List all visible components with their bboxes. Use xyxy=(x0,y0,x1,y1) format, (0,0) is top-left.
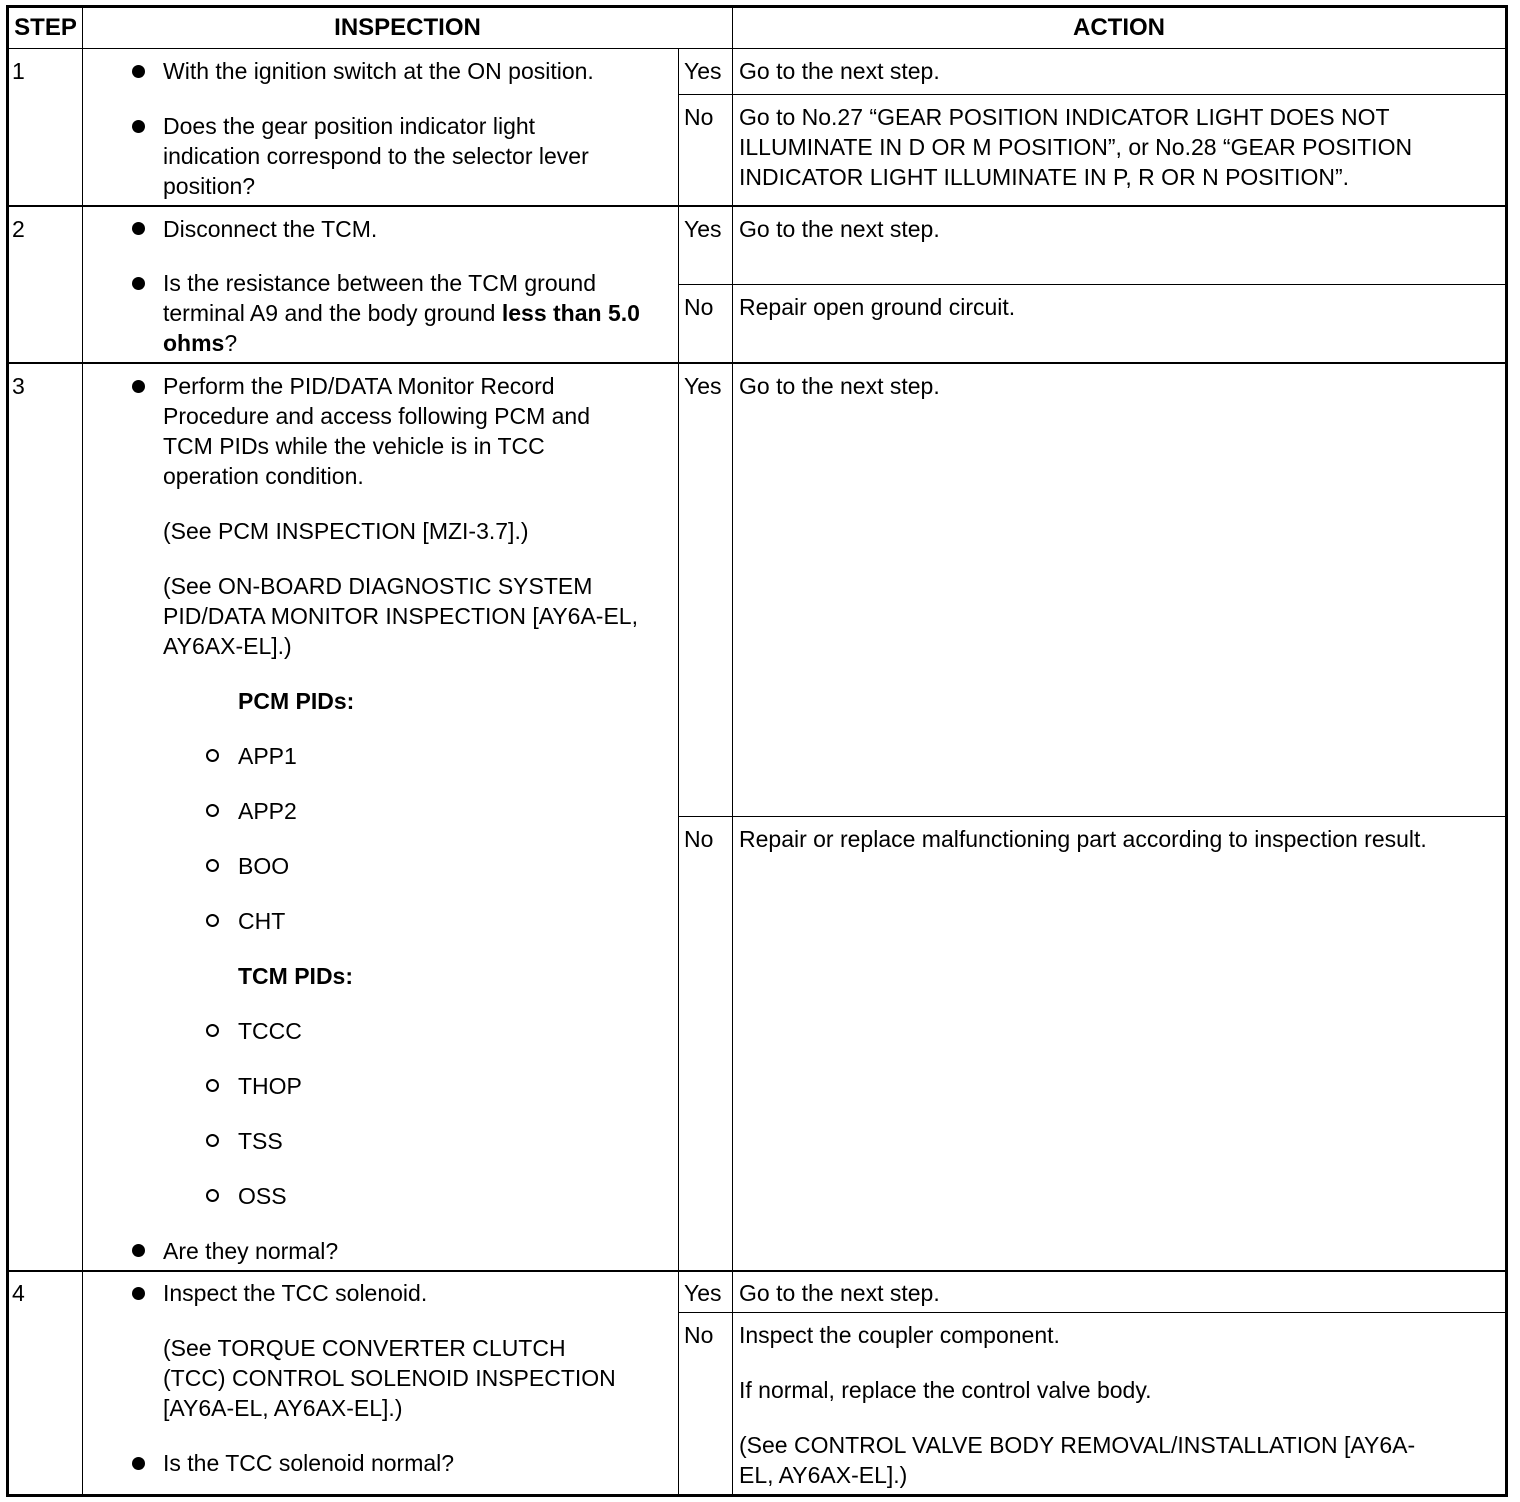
inspection-text: Is the TCC solenoid normal? xyxy=(163,1450,455,1476)
header-inspection: INSPECTION xyxy=(334,14,481,41)
sub-bullet-icon xyxy=(206,1189,219,1202)
yes-action: Go to the next step. xyxy=(739,58,940,84)
sub-bullet-icon xyxy=(206,1134,219,1147)
table-border-left xyxy=(6,5,9,1497)
no-action: Inspect the coupler component. xyxy=(739,1322,1060,1348)
row-divider-3 xyxy=(6,1270,1508,1272)
table-border-right xyxy=(1505,5,1508,1497)
pid-item: OSS xyxy=(238,1183,287,1209)
yes-label: Yes xyxy=(684,373,722,399)
step-number: 2 xyxy=(12,216,25,242)
inspection-text: Are they normal? xyxy=(163,1238,339,1264)
question-mark: ? xyxy=(224,330,238,356)
row-divider-1-yesno xyxy=(678,94,1508,95)
inspection-text: Perform the PID/DATA Monitor Record Procedure and access following PCM and TCM PIDs while the vehicle is in TCC operation condition. xyxy=(163,373,591,489)
inspection-text: Inspect the TCC solenoid. xyxy=(163,1280,428,1306)
inspection-text xyxy=(163,268,653,358)
bullet-icon xyxy=(132,120,145,133)
row-divider-3-yesno xyxy=(678,816,1508,817)
header-step: STEP xyxy=(14,14,77,41)
tcm-pids-title: TCM PIDs: xyxy=(238,963,353,989)
row-divider-4-yesno xyxy=(678,1312,1508,1313)
yes-label: Yes xyxy=(684,216,722,242)
sub-bullet-icon xyxy=(206,749,219,762)
pid-item: BOO xyxy=(238,853,290,879)
step-number: 3 xyxy=(12,373,25,399)
pid-item: APP1 xyxy=(238,743,297,769)
pid-item: THOP xyxy=(238,1073,302,1099)
bullet-icon xyxy=(132,1457,145,1470)
table-border-top xyxy=(6,5,1508,8)
bullet-icon xyxy=(132,1244,145,1257)
row-divider-1 xyxy=(6,205,1508,207)
inspection-text: Does the gear position indicator light indication correspond to the selector lever position? xyxy=(163,113,589,199)
no-label: No xyxy=(684,826,714,852)
row-divider-header xyxy=(6,48,1508,49)
bullet-icon xyxy=(132,277,145,290)
bullet-icon xyxy=(132,65,145,78)
sub-bullet-icon xyxy=(206,1079,219,1092)
no-label: No xyxy=(684,104,714,130)
yes-action: Go to the next step. xyxy=(739,1280,940,1306)
sub-bullet-icon xyxy=(206,804,219,817)
no-label: No xyxy=(684,294,714,320)
pid-item: TCCC xyxy=(238,1018,302,1044)
yes-action: Go to the next step. xyxy=(739,216,940,242)
no-action: Repair or replace malfunctioning part according to inspection result. xyxy=(739,826,1427,852)
sub-bullet-icon xyxy=(206,1024,219,1037)
no-action: If normal, replace the control valve body. xyxy=(739,1377,1152,1403)
reference-text: (See ON-BOARD DIAGNOSTIC SYSTEM PID/DATA MONITOR INSPECTION [AY6A-EL, AY6AX-EL].) xyxy=(163,573,638,659)
no-action: Go to No.27 “GEAR POSITION INDICATOR LIGHT DOES NOT ILLUMINATE IN D OR M POSITION”, or No.28 “GEAR POSITION INDICATOR LIGHT ILLUMINATE IN P, R OR N POSITION”. xyxy=(739,104,1413,190)
no-label: No xyxy=(684,1322,714,1348)
sub-bullet-icon xyxy=(206,914,219,927)
bullet-icon xyxy=(132,1287,145,1300)
yes-action: Go to the next step. xyxy=(739,373,940,399)
step-number: 1 xyxy=(12,58,25,84)
sub-bullet-icon xyxy=(206,859,219,872)
reference-text: (See PCM INSPECTION [MZI-3.7].) xyxy=(163,518,529,544)
step-number: 4 xyxy=(12,1280,25,1306)
inspection-text: With the ignition switch at the ON position. xyxy=(163,58,594,84)
col-divider-step xyxy=(82,5,83,1497)
pid-item: APP2 xyxy=(238,798,297,824)
col-divider-yesno xyxy=(678,48,679,1497)
header-action: ACTION xyxy=(1073,14,1165,41)
row-divider-2-yesno xyxy=(678,284,1508,285)
yes-label: Yes xyxy=(684,1280,722,1306)
resistance-question: Is the resistance between the TCM ground terminal A9 and the body ground xyxy=(163,270,596,326)
col-divider-action xyxy=(732,5,733,1497)
pid-item: TSS xyxy=(238,1128,283,1154)
pcm-pids-title: PCM PIDs: xyxy=(238,688,355,714)
pid-item: CHT xyxy=(238,908,286,934)
yes-label: Yes xyxy=(684,58,722,84)
bullet-icon xyxy=(132,222,145,235)
no-action: Repair open ground circuit. xyxy=(739,294,1016,320)
row-divider-2 xyxy=(6,362,1508,364)
reference-text: (See TORQUE CONVERTER CLUTCH (TCC) CONTROL SOLENOID INSPECTION [AY6A-EL, AY6AX-EL].) xyxy=(163,1335,616,1421)
table-border-bottom xyxy=(6,1494,1508,1497)
no-action-reference: (See CONTROL VALVE BODY REMOVAL/INSTALLATION [AY6A-EL, AY6AX-EL].) xyxy=(739,1432,1416,1488)
resistance-spec: less than 5.0 ohms xyxy=(163,300,640,356)
inspection-text: Disconnect the TCM. xyxy=(163,216,378,242)
bullet-icon xyxy=(132,380,145,393)
